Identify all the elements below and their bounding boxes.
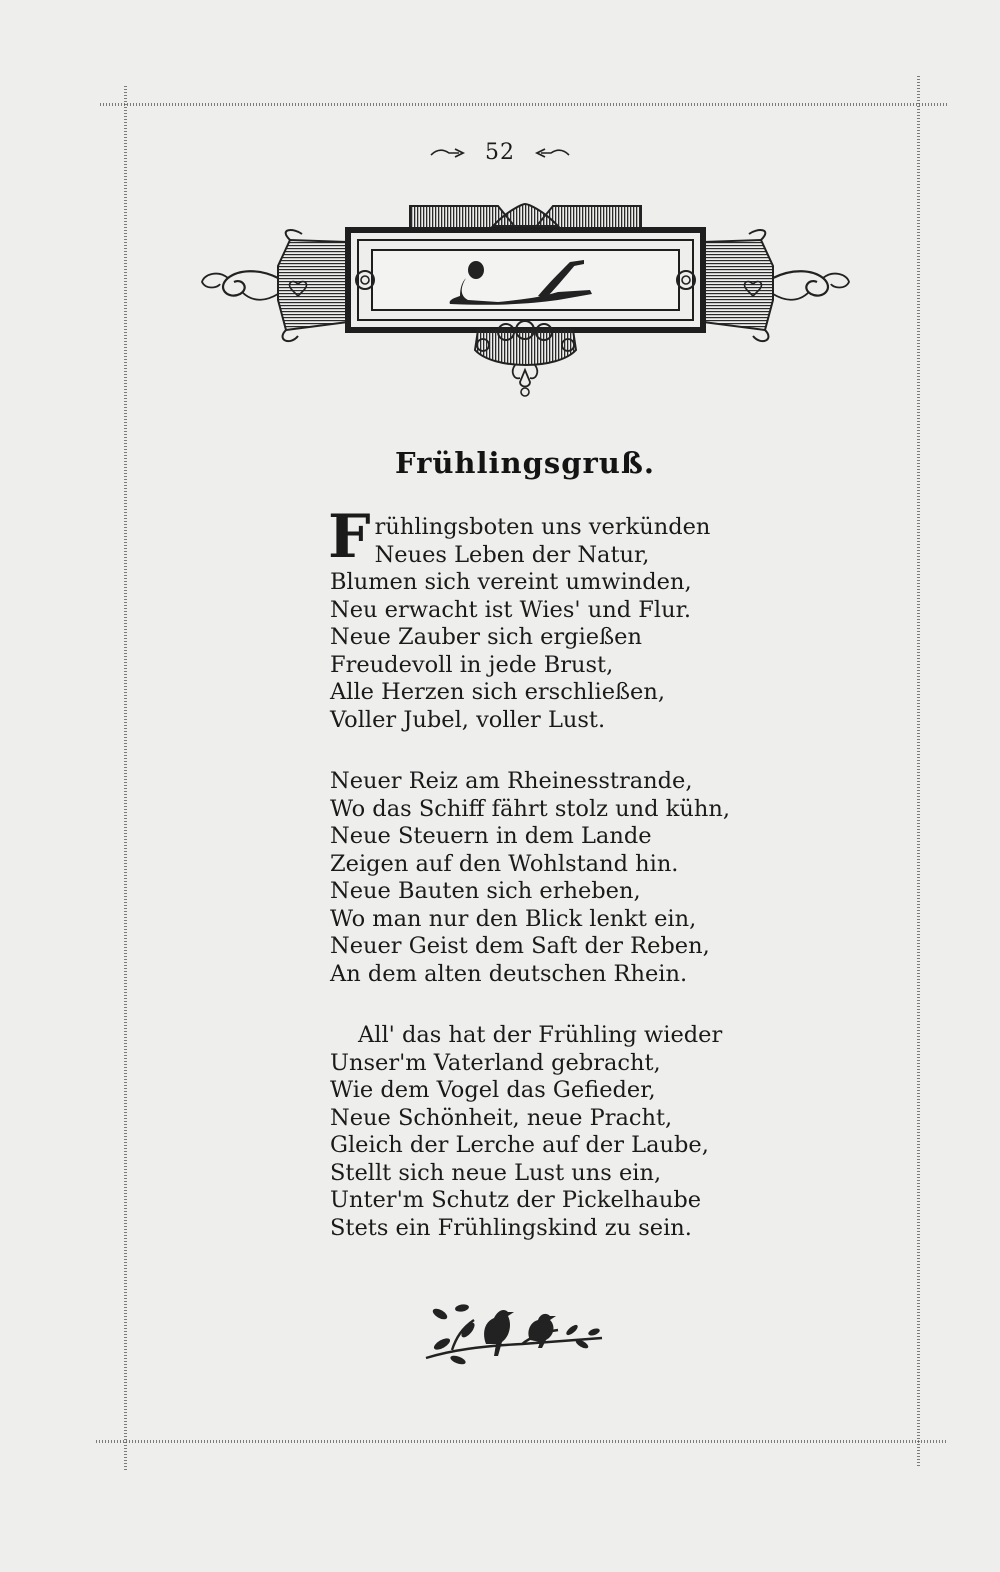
bottom-border-line bbox=[96, 1440, 948, 1443]
poem-line: Neue Zauber sich ergießen bbox=[330, 624, 642, 650]
poem-line: Neue Steuern in dem Lande bbox=[330, 823, 652, 849]
poem-line: Alle Herzen sich erschließen, bbox=[330, 679, 666, 705]
stanza bbox=[328, 502, 770, 734]
left-border-line bbox=[124, 86, 127, 1472]
poem-line: Stets ein Frühlingskind zu sein. bbox=[330, 1214, 692, 1241]
stanza bbox=[330, 768, 770, 988]
poem-line: Neuer Geist dem Saft der Reben, bbox=[330, 933, 710, 959]
poem-line: Wo man nur den Blick lenkt ein, bbox=[330, 905, 697, 932]
page-number-row bbox=[0, 140, 1000, 166]
poem-line: Blumen sich vereint umwinden, bbox=[330, 569, 692, 595]
poem-line: Freudevoll in jede Brust, bbox=[330, 651, 614, 678]
right-border-line bbox=[917, 76, 920, 1466]
poem-line: Gleich der Lerche auf der Laube, bbox=[330, 1132, 709, 1158]
poem-line: An dem alten deutschen Rhein. bbox=[330, 960, 688, 987]
page-number: 52 bbox=[485, 140, 515, 165]
ornamental-frame-with-reclining-figure-icon bbox=[198, 200, 853, 404]
stanza bbox=[330, 1022, 770, 1242]
poem bbox=[328, 502, 770, 1276]
poem-line: Wie dem Vogel das Gefieder, bbox=[330, 1077, 656, 1103]
poem-line: Voller Jubel, voller Lust. bbox=[330, 706, 606, 733]
poem-line: Frühlingsboten uns verkünden bbox=[328, 502, 711, 572]
poem-line: Neue Bauten sich erheben, bbox=[330, 878, 641, 904]
drop-cap: F bbox=[328, 502, 371, 572]
poem-line: Neuer Reiz am Rheinesstrande, bbox=[330, 768, 693, 794]
top-border-line bbox=[100, 103, 948, 106]
poem-line: Neues Leben der Natur, bbox=[374, 541, 650, 568]
arrow-flourish-icon bbox=[531, 141, 571, 166]
poem-line: Unser'm Vaterland gebracht, bbox=[330, 1049, 661, 1076]
poem-line: Wo das Schiff fährt stolz und kühn, bbox=[330, 795, 730, 822]
two-birds-on-branch-icon bbox=[422, 1300, 607, 1369]
poem-line: Neu erwacht ist Wies' und Flur. bbox=[330, 596, 692, 623]
arrow-flourish-icon bbox=[429, 141, 469, 166]
poem-line: Neue Schönheit, neue Pracht, bbox=[330, 1104, 673, 1131]
poem-line: Stellt sich neue Lust uns ein, bbox=[330, 1159, 662, 1186]
poem-title: Frühlingsgruß. bbox=[394, 446, 656, 480]
poem-line: All' das hat der Frühling wieder bbox=[358, 1022, 723, 1048]
poem-line: Zeigen auf den Wohlstand hin. bbox=[330, 850, 679, 877]
poem-line: Unter'm Schutz der Pickelhaube bbox=[330, 1187, 702, 1213]
